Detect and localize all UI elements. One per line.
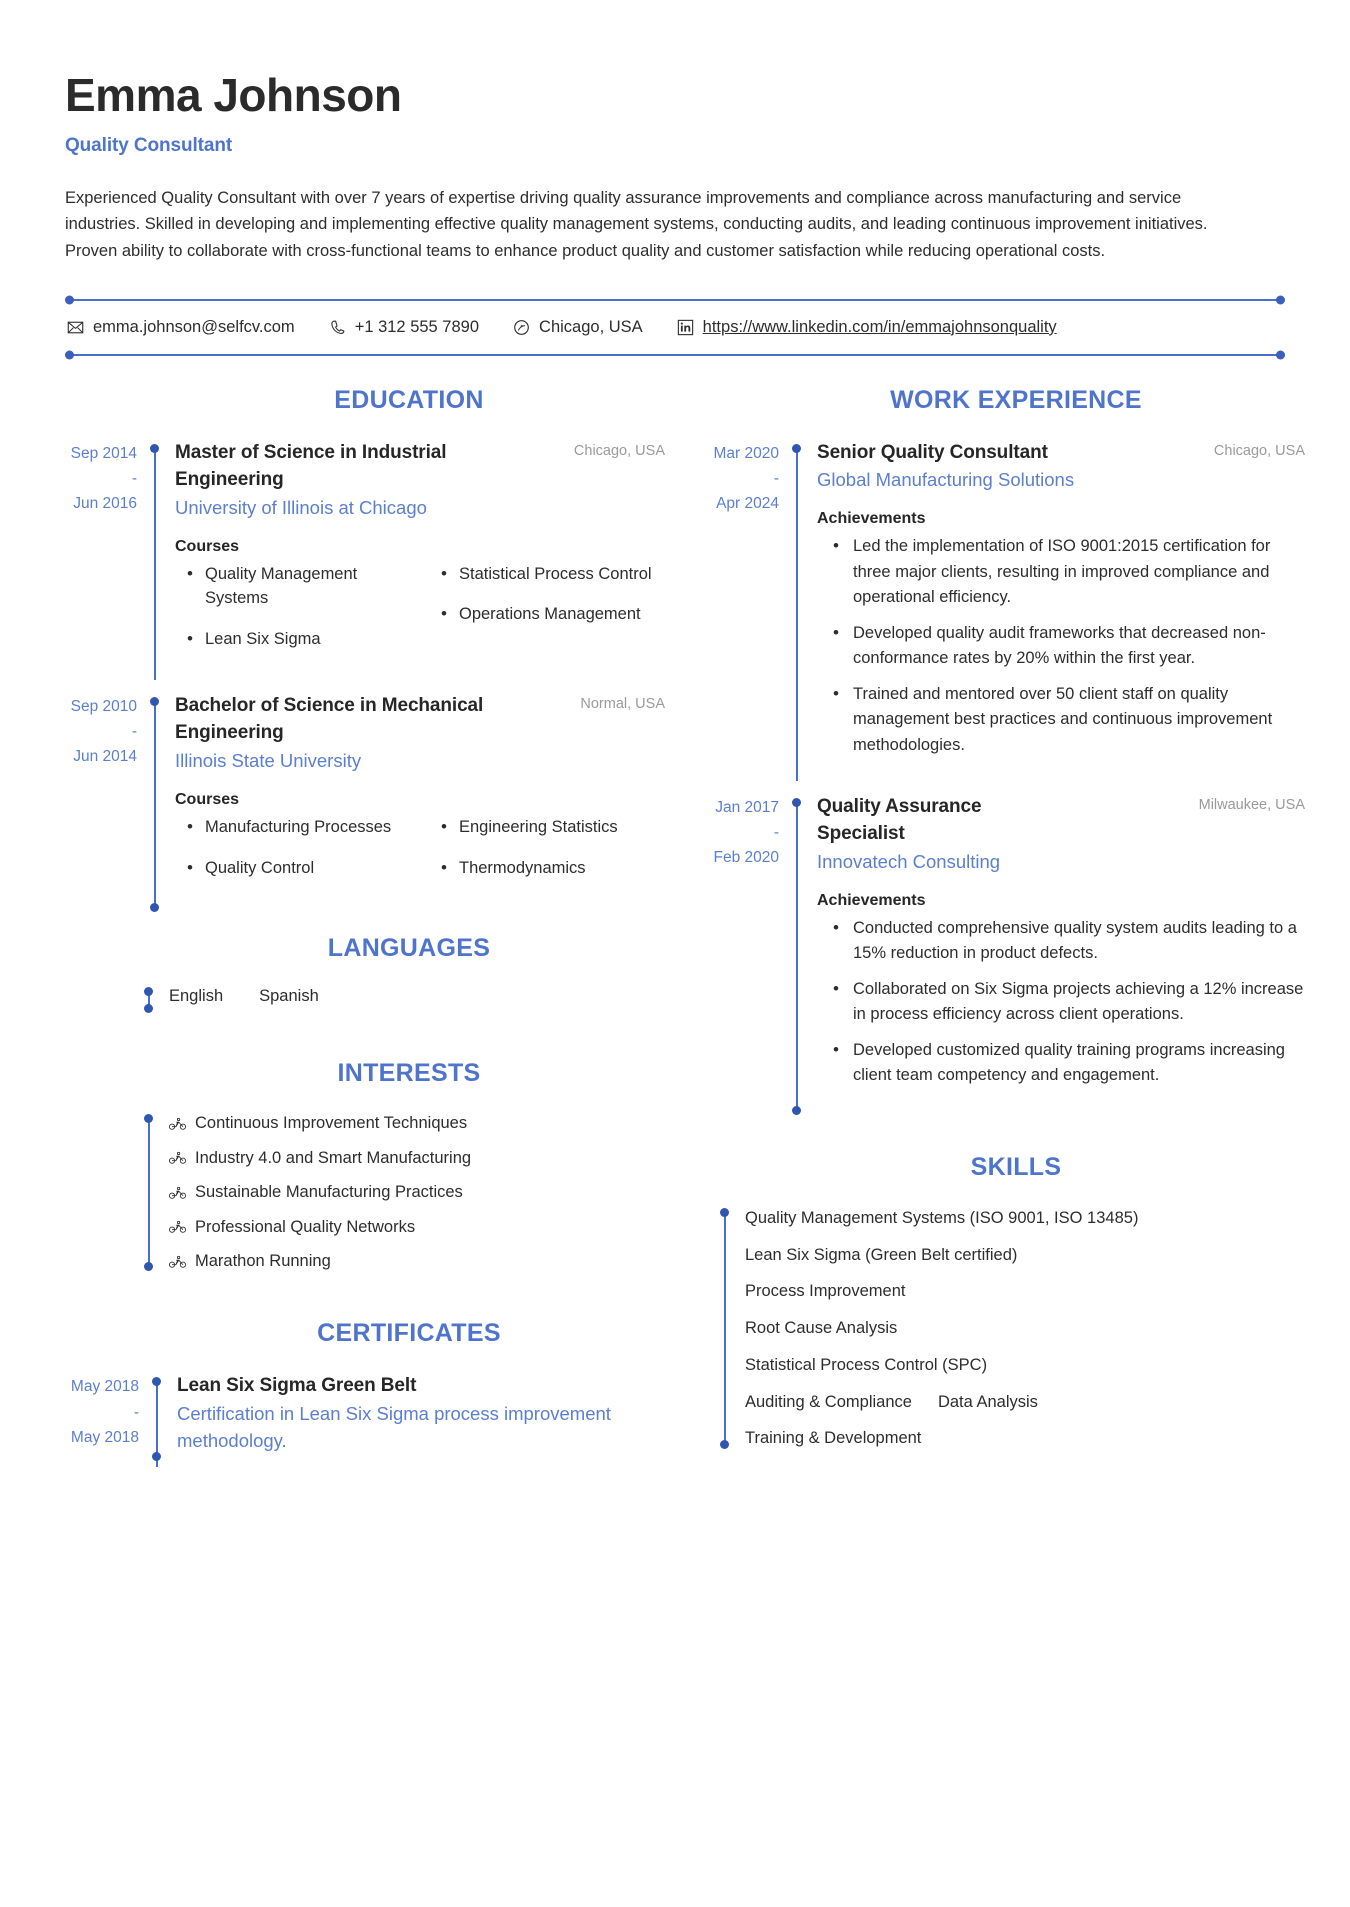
- education-degree: Master of Science in Industrial Engineering: [175, 441, 447, 491]
- languages-block: [143, 985, 665, 1015]
- skill-item: Data Analysis: [937, 1392, 1038, 1411]
- date-start: Jan 2017: [715, 798, 779, 816]
- courses-list: [175, 815, 665, 897]
- education-entry: [65, 439, 665, 682]
- bicycle-icon: [169, 1186, 186, 1200]
- timeline-marker: [143, 985, 157, 1015]
- section-title-certificates: CERTIFICATES: [317, 1319, 501, 1348]
- interests-block: [143, 1112, 665, 1273]
- education-date-range: [65, 692, 149, 910]
- work-company: Innovatech Consulting: [817, 850, 1001, 872]
- timeline-marker: [149, 692, 163, 910]
- courses-column-right: [429, 562, 665, 668]
- education-body: [163, 439, 665, 682]
- phone-icon: [329, 319, 346, 336]
- date-start: Mar 2020: [713, 444, 779, 462]
- skill-item: Lean Six Sigma (Green Belt certified): [745, 1245, 1018, 1264]
- courses-column-left: [175, 562, 411, 668]
- date-end: Apr 2024: [716, 494, 779, 512]
- achievements-label: Achievements: [817, 510, 926, 528]
- work-location: Chicago, USA: [1213, 442, 1305, 459]
- certificate-body: [165, 1372, 665, 1468]
- courses-list: [175, 562, 665, 668]
- education-date-range: [65, 439, 149, 682]
- work-body: [805, 439, 1305, 783]
- certificate-date-range: [65, 1372, 151, 1468]
- timeline-line: [148, 1118, 150, 1267]
- bicycle-icon: [169, 1151, 186, 1165]
- work-location: Milwaukee, USA: [1198, 796, 1305, 813]
- education-body: [163, 692, 665, 910]
- date-dash: -: [133, 1403, 139, 1421]
- achievement-item: • Conducted comprehensive quality system audits leading to a 15% reduction in product defects.: [817, 916, 1305, 967]
- date-end: Jun 2014: [73, 748, 137, 766]
- skill-item: Statistical Process Control (SPC): [745, 1355, 988, 1374]
- contact-location-text: Chicago, USA: [539, 317, 643, 336]
- work-body: [805, 793, 1305, 1113]
- interest-label: Industry 4.0 and Smart Manufacturing: [195, 1148, 472, 1167]
- timeline-line: [154, 447, 156, 680]
- skill-row: [745, 1390, 1305, 1415]
- languages-list: [169, 985, 665, 1008]
- right-column: [705, 386, 1305, 1479]
- date-end: Feb 2020: [713, 848, 779, 866]
- achievement-item: • Led the implementation of ISO 9001:2015 certification for three major clients, resulting in improved compliance and operational efficiency.: [817, 534, 1305, 611]
- course-item: • Statistical Process Control: [429, 562, 665, 587]
- work-entry: [705, 793, 1305, 1113]
- courses-column-right: [429, 815, 665, 897]
- certificate-description: Certification in Lean Six Sigma process improvement methodology.: [177, 1402, 611, 1451]
- timeline-dot-top: [152, 1377, 161, 1386]
- bicycle-icon: [169, 1255, 186, 1269]
- professional-summary: Experienced Quality Consultant with over 7 years of expertise driving quality assurance improvements and compliance across manufacturing and service industries. Skilled in developing and implementing effective quality management systems, conducting audits, and leading continuous improvement initiatives. Proven ability to collaborate with cross-functional teams to enhance product quality and customer satisfaction while reducing operational costs.: [65, 188, 1208, 261]
- skill-item: Quality Management Systems (ISO 9001, ISO 13485): [745, 1208, 1139, 1227]
- left-column: [65, 386, 665, 1479]
- work-company: Global Manufacturing Solutions: [817, 469, 1075, 491]
- date-dash: -: [131, 723, 137, 741]
- timeline-dot-bottom: [152, 1452, 161, 1461]
- section-skills: [705, 1153, 1305, 1451]
- course-item: • Manufacturing Processes: [175, 815, 411, 840]
- bicycle-icon: [169, 1117, 186, 1131]
- timeline-dot-top: [144, 1114, 153, 1123]
- education-location: Normal, USA: [580, 695, 665, 712]
- education-school: University of Illinois at Chicago: [175, 496, 427, 518]
- contact-linkedin-text[interactable]: https://www.linkedin.com/in/emmajohnsonquality: [702, 317, 1057, 336]
- skill-item: Root Cause Analysis: [745, 1319, 898, 1338]
- skills-block: [719, 1206, 1305, 1451]
- course-item: • Thermodynamics: [429, 856, 665, 881]
- language-item: English: [169, 987, 224, 1006]
- timeline-marker: [791, 439, 805, 783]
- header: [65, 70, 1285, 265]
- section-title-education: EDUCATION: [334, 385, 484, 414]
- section-work-experience: [705, 386, 1305, 1113]
- timeline-marker: [149, 439, 163, 682]
- achievement-item: • Collaborated on Six Sigma projects achieving a 12% increase in process efficiency across client operations.: [817, 977, 1305, 1028]
- section-title-skills: SKILLS: [970, 1152, 1062, 1181]
- contact-phone[interactable]: [329, 318, 479, 337]
- work-date-range: [705, 439, 791, 783]
- interest-item: [169, 1147, 665, 1170]
- achievement-item: • Developed customized quality training programs increasing client team competency and engagement.: [817, 1038, 1305, 1089]
- education-location: Chicago, USA: [573, 442, 665, 459]
- timeline-dot-top: [720, 1208, 729, 1217]
- section-title-work: WORK EXPERIENCE: [890, 385, 1142, 414]
- contact-divider-bottom: [73, 354, 1277, 356]
- timeline-line: [154, 700, 156, 908]
- timeline-marker: [791, 793, 805, 1113]
- location-pin-icon: [513, 319, 530, 336]
- timeline-dot-bottom: [144, 1004, 153, 1013]
- skill-item: Process Improvement: [745, 1282, 906, 1301]
- date-start: Sep 2014: [70, 444, 137, 462]
- contact-phone-text: +1 312 555 7890: [354, 317, 480, 336]
- date-dash: -: [773, 469, 779, 487]
- interest-label: Continuous Improvement Techniques: [195, 1114, 468, 1133]
- section-title-interests: INTERESTS: [337, 1059, 481, 1088]
- date-end: Jun 2016: [73, 494, 137, 512]
- skill-item: Training & Development: [745, 1429, 922, 1448]
- section-education: [65, 386, 665, 911]
- course-item: • Quality Control: [175, 856, 411, 881]
- education-degree: Bachelor of Science in Mechanical Engineering: [175, 694, 484, 744]
- courses-column-left: [175, 815, 411, 897]
- achievement-item: • Trained and mentored over 50 client staff on quality management best practices and continuous improvement methodologies.: [817, 682, 1305, 759]
- page-title: Emma Johnson: [65, 69, 402, 121]
- skill-item: Auditing & Compliance: [745, 1392, 912, 1411]
- timeline-dot-top: [150, 697, 159, 706]
- contact-email-text: emma.johnson@selfcv.com: [93, 317, 295, 336]
- timeline-marker: [719, 1206, 733, 1451]
- timeline-dot-top: [150, 444, 159, 453]
- interests-body: [157, 1112, 665, 1273]
- work-date-range: [705, 793, 791, 1113]
- contact-bar: [65, 299, 1285, 356]
- contact-location[interactable]: [513, 318, 643, 337]
- languages-body: [157, 985, 665, 1015]
- interest-label: Sustainable Manufacturing Practices: [195, 1183, 463, 1202]
- bicycle-icon: [169, 1220, 186, 1234]
- content-columns: [65, 385, 1305, 1479]
- achievements-list: [817, 916, 1305, 1089]
- date-start: May 2018: [70, 1378, 139, 1396]
- date-end: May 2018: [70, 1428, 139, 1446]
- education-school: Illinois State University: [175, 750, 362, 771]
- course-item: • Operations Management: [429, 602, 665, 627]
- interest-item: [169, 1112, 665, 1135]
- timeline-line: [796, 447, 798, 781]
- date-dash: -: [131, 469, 137, 487]
- skills-body: [733, 1206, 1305, 1451]
- timeline-marker: [151, 1372, 165, 1468]
- section-title-languages: LANGUAGES: [327, 934, 491, 963]
- timeline-dot-bottom: [144, 1262, 153, 1271]
- achievements-list: [817, 534, 1305, 759]
- timeline-dot-top: [144, 987, 153, 996]
- section-interests: [65, 1059, 665, 1273]
- language-item: Spanish: [259, 987, 319, 1006]
- timeline-line: [724, 1212, 726, 1445]
- interest-label: Professional Quality Networks: [195, 1217, 416, 1236]
- certificate-title: Lean Six Sigma Green Belt: [177, 1375, 417, 1397]
- achievements-label: Achievements: [817, 891, 926, 909]
- job-title: Quality Consultant: [65, 134, 233, 156]
- date-start: Sep 2010: [70, 697, 137, 715]
- work-job-title: Quality Assurance Specialist: [817, 795, 982, 845]
- interest-label: Marathon Running: [195, 1252, 331, 1270]
- contact-divider-top: [73, 299, 1277, 301]
- work-entry: [705, 439, 1305, 783]
- interest-item: [169, 1181, 665, 1204]
- timeline-dot-top: [792, 798, 801, 807]
- linkedin-icon: [677, 319, 694, 336]
- timeline-marker: [143, 1112, 157, 1273]
- achievement-item: • Developed quality audit frameworks that decreased non-conformance rates by 20% within the first year.: [817, 621, 1305, 672]
- envelope-icon: [67, 319, 84, 336]
- interest-item: [169, 1250, 665, 1273]
- course-item: • Lean Six Sigma: [175, 627, 411, 652]
- section-languages: [65, 934, 665, 1015]
- work-job-title: Senior Quality Consultant: [817, 441, 1048, 463]
- contact-linkedin[interactable]: [677, 318, 1057, 337]
- certificate-entry: [65, 1372, 665, 1468]
- course-item: • Quality Management Systems: [175, 562, 411, 612]
- course-item: • Engineering Statistics: [429, 815, 665, 840]
- timeline-dot-bottom: [150, 903, 159, 912]
- section-certificates: [65, 1319, 665, 1468]
- education-entry: [65, 692, 665, 910]
- courses-label: Courses: [175, 537, 240, 555]
- timeline-dot-bottom: [792, 1106, 801, 1115]
- timeline-dot-bottom: [720, 1440, 729, 1449]
- interest-item: [169, 1216, 665, 1239]
- timeline-line: [796, 801, 798, 1111]
- timeline-dot-top: [792, 444, 801, 453]
- courses-label: Courses: [175, 790, 240, 808]
- contact-email[interactable]: [67, 318, 295, 337]
- date-dash: -: [773, 823, 779, 841]
